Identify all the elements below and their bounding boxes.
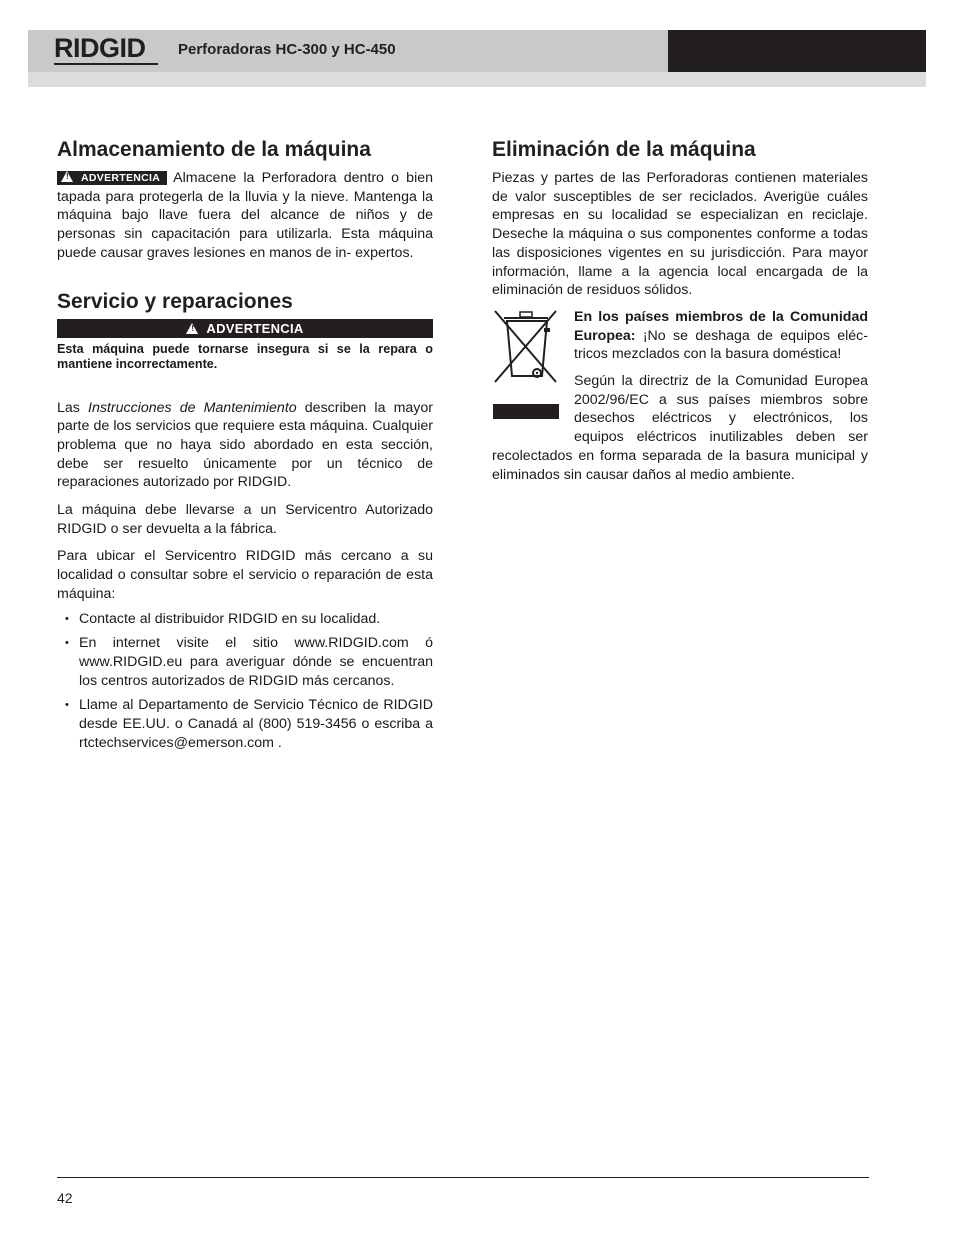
header-black-block	[668, 30, 926, 72]
disposal-paragraph: Piezas y partes de las Perforadoras contienen materiales de valor susceptibles de ser reciclados. Averigüe cuáles empresas en su localidad se especializan en reciclaje. Deseche la máquina o sus componentes conforme a todas las disposiciones vigentes en su jurisdicción. Para mayor información, llame a la agencia local encargada de la eliminación de residuos sólidos.	[492, 170, 868, 299]
right-column	[492, 137, 868, 493]
warning-text: Esta máquina puede tornarse insegura si se la repara o mantiene incorrectamente.	[57, 341, 433, 372]
footer-rule	[57, 1177, 869, 1178]
list-item: • En internet visite el sitio www.RIDGID.com ó www.RIDGID.eu para averiguar dónde se encuentran los centros autorizados de RIDGID más cercanos.	[57, 634, 433, 690]
service-heading: Servicio y reparaciones	[57, 289, 293, 313]
disposal-heading: Eliminación de la máquina	[492, 138, 756, 161]
logo-underline	[54, 63, 158, 65]
list-item: • Contacte al distribuidor RIDGID en su localidad.	[57, 610, 433, 629]
service-paragraph-1: Las Instrucciones de Mantenimiento describen la mayor parte de los servicios que requiere esta máquina. Cualquier problema que no haya sido abordado en esta sección, debe ser resuelto únicamente por un técnico de reparaciones autorizado por RIDGID.	[57, 399, 433, 491]
eu-paragraph: En los países miembros de la Comunidad Europea: ¡No se deshaga de equipos eléc- tricos mezclados con la basura doméstica!	[574, 308, 868, 363]
weee-text	[574, 308, 868, 364]
service-paragraph-3: Para ubicar el Servicentro RIDGID más cercano a su localidad o consultar sobre el servicio o reparación de esta máquina:	[57, 548, 433, 602]
weee-section	[492, 308, 868, 484]
header-underband	[28, 72, 668, 87]
storage-heading: Almacenamiento de la máquina	[57, 138, 371, 161]
storage-paragraph	[57, 169, 433, 263]
warning-triangle-icon: !	[61, 171, 73, 182]
left-column	[57, 137, 433, 758]
warning-triangle-icon: !	[186, 323, 198, 334]
ridgid-logo: RIDGID	[54, 33, 146, 63]
directive-paragraph: Según la directriz de la Comunidad Europea 2002/96/EC a sus países miembros sobre desechos eléctricos y electrónicos, los equipos eléctricos inutilizables deben ser recolectados en forma separada de la basura municipal y eliminados sin causar daños al medio ambiente.	[492, 373, 868, 483]
warning-bar: ! ADVERTENCIA	[57, 319, 433, 338]
header-title: Perforadoras HC-300 y HC-450	[178, 41, 396, 58]
warning-label-inline: ! ADVERTENCIA	[57, 171, 167, 185]
crossed-out-wheelie-bin-icon	[492, 308, 560, 420]
list-item: • Llame al Departamento de Servicio Técnico de RIDGID desde EE.UU. o Canadá al (800) 519-3456 o escriba a rtctechservices@emerson.com .	[57, 696, 433, 752]
header-underband-right	[668, 72, 926, 87]
page-number: 42	[57, 1190, 73, 1206]
service-bullet-list	[57, 610, 433, 753]
storage-body: Almacene la Perforadora dentro o bien tapada para protegerla de la lluvia y la nieve. Mantenga la máquina bajo llave fuera del alcance de niños y de personas sin capacitación para utilizarla. Esta máquina puede causar graves lesiones en manos de in- expertos.	[57, 170, 433, 261]
service-paragraph-2: La máquina debe llevarse a un Servicentro Autorizado RIDGID o ser devuelta a la fábrica.	[57, 502, 433, 537]
